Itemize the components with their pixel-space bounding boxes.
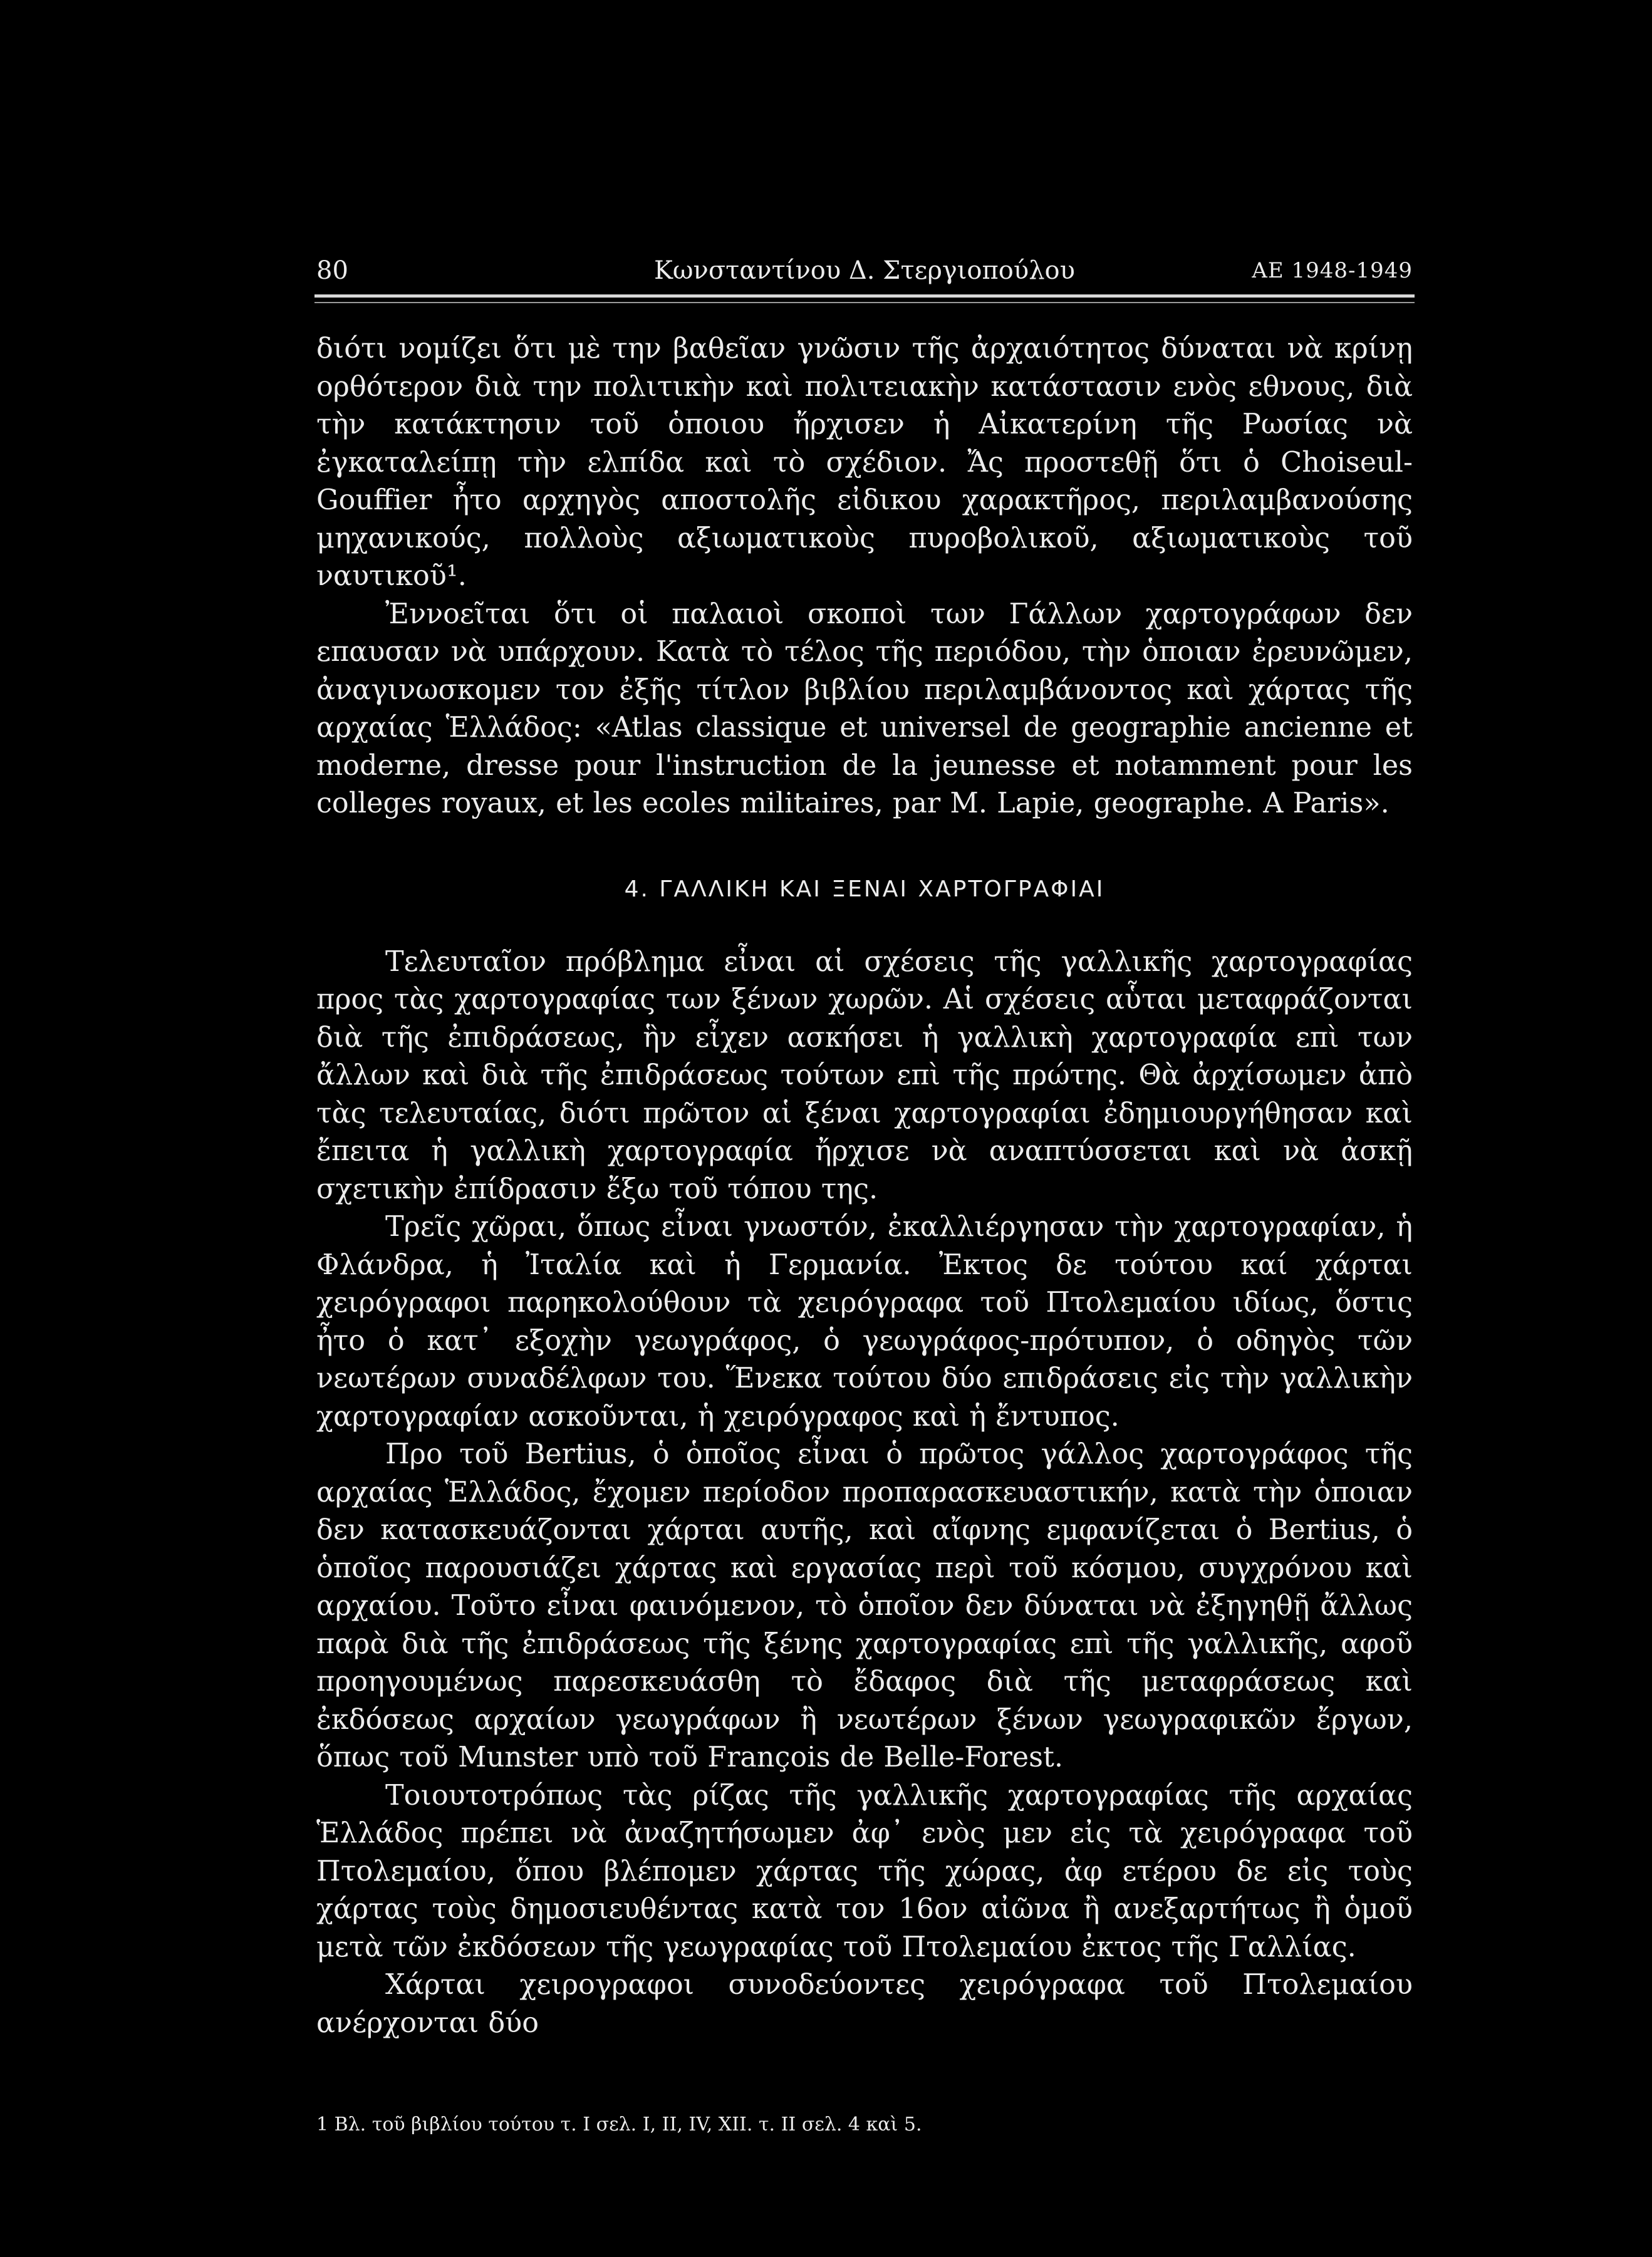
running-head xyxy=(316,253,1413,288)
paragraph: Τοιουτοτρόπως τὰς ρίζας τῆς γαλλικῆς χαρτογραφίας τῆς αρχαίας Ἑλλάδος πρέπει νὰ ἀναζητήσωμεν ἀφ᾽ ενὸς μεν εἰς τὰ χειρόγραφα τοῦ Πτολεμαίου, ὅπου βλέπομεν χάρτας τῆς χώρας, ἀφ ετέρου δε εἰς τοὺς χάρτας τοὺς δημοσιευθέντας κατὰ τον 16ον αἰῶνα ἢ ανεξαρτήτως ἢ ὁμοῦ μετὰ τῶν ἐκδόσεων τῆς γεωγραφίας τοῦ Πτολεμαίου ἐκτος τῆς Γαλλίας. xyxy=(316,1779,1413,1963)
header-rule-thin xyxy=(314,302,1415,303)
footnote: 1 Βλ. τοῦ βιβλίου τούτου τ. Ι σελ. I, II, IV, XII. τ. II σελ. 4 καὶ 5. xyxy=(316,2114,922,2135)
section-heading: 4. ΓΑΛΛΙΚΗ ΚΑΙ ΞΕΝΑΙ ΧΑΡΤΟΓΡΑΦΙΑΙ xyxy=(624,876,1105,902)
body-text xyxy=(316,330,1413,2042)
page-number: 80 xyxy=(316,256,348,285)
paragraph: Ἐννοεῖται ὅτι οἱ παλαιοὶ σκοποὶ των Γάλλων χαρτογράφων δεν επαυσαν νὰ υπάρχουν. Κατὰ τὸ τέλος τῆς περιόδου, τὴν ὁποιαν ἐρευνῶμεν, ἀναγινωσκομεν τον ἐξῆς τίτλον βιβλίου περιλαμβάνοντος καὶ χάρτας τῆς αρχαίας Ἑλλάδος: «Atlas classique et universel de geographie ancienne et moderne, dresse pour l'instruction de la jeunesse et notamment pour les colleges royaux, et les ecoles militaires, par M. Lapie, geographe. A Paris». xyxy=(316,598,1413,819)
running-head-author: Κωνσταντίνου Δ. Στεργιοπούλου xyxy=(654,256,1075,285)
running-head-volume: ΑΕ 1948-1949 xyxy=(1252,258,1413,283)
paragraph: Προ τοῦ Bertius, ὁ ὁποῖος εἶναι ὁ πρῶτος γάλλος χαρτογράφος τῆς αρχαίας Ἑλλάδος, ἔχομεν περίοδον προπαρασκευαστικήν, κατὰ τὴν ὁποιαν δεν κατασκευάζονται χάρται αυτῆς, καὶ αἴφνης εμφανίζεται ὁ Bertius, ὁ ὁποῖος παρουσιάζει χάρτας καὶ εργασίας περὶ τοῦ κόσμου, συγχρόνου καὶ αρχαίου. Τοῦτο εἶναι φαινόμενον, τὸ ὁποῖον δεν δύναται νὰ ἐξηγηθῇ ἄλλως παρὰ διὰ τῆς ἐπιδράσεως τῆς ξένης χαρτογραφίας επὶ τῆς γαλλικῆς, αφοῦ προηγουμένως παρεσκευάσθη τὸ ἔδαφος διὰ τῆς μεταφράσεως καὶ ἐκδόσεως αρχαίων γεωγράφων ἢ νεωτέρων ξένων γεωγραφικῶν ἔργων, ὅπως τοῦ Munster υπὸ τοῦ François de Belle-Forest. xyxy=(316,1438,1413,1773)
paragraph: Τελευταῖον πρόβλημα εἶναι αἱ σχέσεις τῆς γαλλικῆς χαρτογραφίας προς τὰς χαρτογραφίας των ξένων χωρῶν. Αἱ σχέσεις αὗται μεταφράζονται διὰ τῆς ἐπιδράσεως, ἣν εἶχεν ασκήσει ἡ γαλλικὴ χαρτογραφία επὶ των ἄλλων καὶ διὰ τῆς ἐπιδράσεως τούτων επὶ τῆς πρώτης. Θὰ ἀρχίσωμεν ἀπὸ τὰς τελευταίας, διότι πρῶτον αἱ ξέναι χαρτογραφίαι ἐδημιουργήθησαν καὶ ἔπειτα ἡ γαλλικὴ χαρτογραφία ἤρχισε νὰ αναπτύσσεται καὶ νὰ ἀσκῇ σχετικὴν ἐπίδρασιν ἔξω τοῦ τόπου της. xyxy=(316,945,1413,1205)
header-rule xyxy=(314,294,1415,298)
paragraph-continued: διότι νομίζει ὅτι μὲ την βαθεῖαν γνῶσιν τῆς ἀρχαιότητος δύναται νὰ κρίνῃ ορθότερον διὰ την πολιτικὴν καὶ πολιτειακὴν κατάστασιν ενὸς εθνους, διὰ τὴν κατάκτησιν τοῦ ὁποιου ἤρχισεν ἡ Αἰκατερίνη τῆς Ρωσίας νὰ ἐγκαταλείπῃ τὴν ελπίδα καὶ τὸ σχέδιον. Ἄς προστεθῇ ὅτι ὁ Choiseul-Gouffier ἦτο αρχηγὸς αποστολῆς εἰδικου χαρακτῆρος, περιλαμβανούσης μηχανικούς, πολλοὺς αξιωματικοὺς πυροβολικοῦ, αξιωματικοὺς τοῦ ναυτικοῦ¹. xyxy=(316,333,1413,592)
paragraph: Χάρται χειρογραφοι συνοδεύοντες χειρόγραφα τοῦ Πτολεμαίου ανέρχονται δύο xyxy=(316,1969,1413,2039)
paragraph: Τρεῖς χῶραι, ὅπως εἶναι γνωστόν, ἐκαλλιέργησαν τὴν χαρτογραφίαν, ἡ Φλάνδρα, ἡ Ἰταλία καὶ ἡ Γερμανία. Ἐκτος δε τούτου καί χάρται χειρόγραφοι παρηκολούθουν τὰ χειρόγραφα τοῦ Πτολεμαίου ιδίως, ὅστις ἦτο ὁ κατ᾽ εξοχὴν γεωγράφος, ὁ γεωγράφος-πρότυπον, ὁ οδηγὸς τῶν νεωτέρων συναδέλφων του. Ἕνεκα τούτου δύο επιδράσεις εἰς τὴν γαλλικὴν χαρτογραφίαν ασκοῦνται, ἡ χειρόγραφος καὶ ἡ ἔντυπος. xyxy=(316,1211,1413,1433)
